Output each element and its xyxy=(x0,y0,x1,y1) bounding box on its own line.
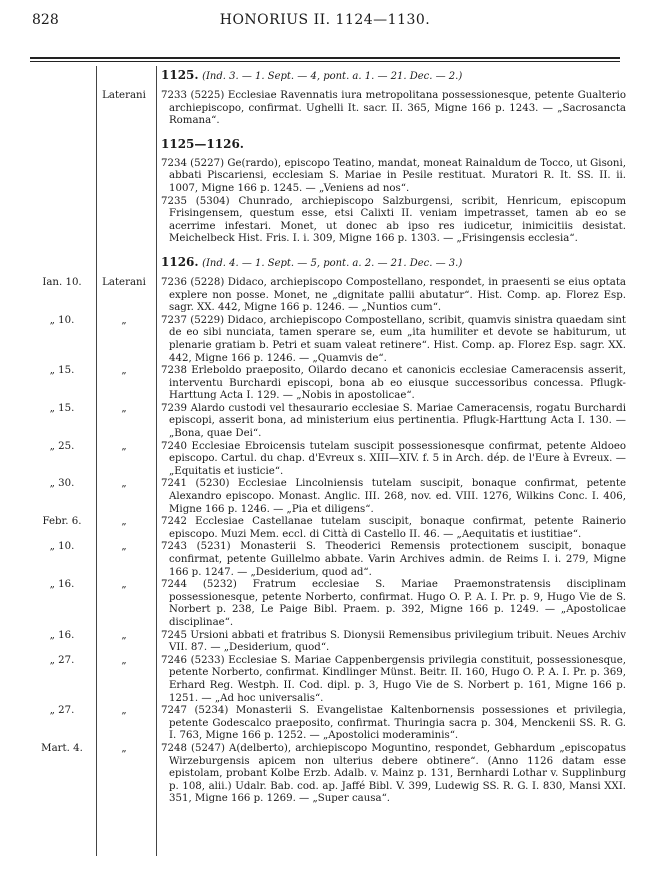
entry-date: „ 16. xyxy=(49,629,75,641)
entry-place xyxy=(94,196,154,246)
regest-entry xyxy=(30,579,626,629)
entry-place: „ xyxy=(121,314,127,326)
regest-entry xyxy=(30,478,626,516)
year-label: 1126. xyxy=(161,254,199,269)
entry-date: „ 25. xyxy=(49,440,75,452)
regest-entry xyxy=(30,315,626,365)
entry-date xyxy=(30,158,94,196)
entry-date: „ 16. xyxy=(49,579,75,591)
year-heading xyxy=(30,255,626,271)
year-heading xyxy=(30,137,626,152)
regesta-list xyxy=(30,68,626,806)
regest-entry xyxy=(30,277,626,315)
running-title: HONORIUS II. 1124—1130. xyxy=(219,12,431,28)
entry-text: 7246 (5233) Ecclesiae S. Mariae Cappenbergensis privilegia constituit, possessionesque, petente Norberto, confirmat. Kindlinger Münst. Beitr. II. 160, Hugo O. P. A. I. Pr. p. 369, Erhard Reg. Westph. II. Cod. dipl. p. 3, Hugo Vie de S. Norbert p. 161, Migne 166 p. 1251. — „Ad hoc universalis“. xyxy=(161,654,626,704)
entry-date: Mart. 4. xyxy=(41,742,83,754)
entry-place xyxy=(94,158,154,196)
entry-place: „ xyxy=(121,440,127,452)
entry-place: Laterani xyxy=(102,276,146,288)
entry-date: „ 27. xyxy=(49,654,75,666)
entry-text: 7244 (5232) Fratrum ecclesiae S. Mariae Praemonstratensis disciplinam possessionesque, petente Norberto, confirmat. Hugo O. P. A. I. Pr. p. 9, Hugo Vie de S. Norbert p. 238, Le Paige Bibl. Praem. p. 392, Migne 166 p. 1249. — „Apostolicae disciplinae“. xyxy=(161,579,626,628)
entry-date: „ 15. xyxy=(49,402,75,414)
year-label: 1125—1126. xyxy=(161,136,244,151)
entry-text: 7243 (5231) Monasterii S. Theoderici Remensis protectionem suscipit, bonaque confirmat, petente Guillelmo abbate. Varin Archives admin. de Reims I. i. 279, Migne 166 p. 1247. — „Desiderium, quod ad“. xyxy=(161,541,626,578)
regest-entry xyxy=(30,743,626,806)
regest-entry xyxy=(30,630,626,655)
entry-place: „ xyxy=(121,654,127,666)
entry-place: „ xyxy=(121,402,127,414)
entry-text: 7235 (5304) Chunrado, archiepiscopo Salzburgensi, scribit, Henricum, episcopum Frisingensem, questum esse, etsi Calixti II. veniam impetrasset, tamen ab eo se acerrime infestari. Monet, ut donec ab ipso res iudicetur, inimicitiis desistat. Meichelbeck Hist. Fris. I. i. 309, Migne 166 p. 1303. — „Frisingensis ecclesia“. xyxy=(161,195,626,245)
entry-date xyxy=(30,196,94,246)
entry-place: „ xyxy=(121,541,127,553)
entry-date: „ 27. xyxy=(49,705,75,717)
entry-date: „ 15. xyxy=(49,365,75,377)
regest-entry xyxy=(30,655,626,705)
indiction-note: (Ind. 4. — 1. Sept. — 5, pont. a. 2. — 21. Dec. — 3.) xyxy=(202,257,463,269)
entry-date: Febr. 6. xyxy=(42,516,82,528)
entry-text: 7238 Erleboldo praeposito, Oilardo decano et canonicis ecclesiae Cameracensis asserit, interventu Burchardi episcopi, bona ab eo eiusque successoribus concessa. Pflugk-Harttung Acta I. 129. — „Nobis in apostolicae“. xyxy=(161,365,626,402)
entry-text: 7233 (5225) Ecclesiae Ravennatis iura metropolitana possessionesque, petente Gualterio archiepiscopo, confirmat. Ughelli It. sacr. II. 365, Migne 166 p. 1243. — „Sacrosancta Romana“. xyxy=(161,90,626,127)
entry-place: „ xyxy=(121,478,127,490)
year-heading xyxy=(30,68,626,84)
entry-text: 7245 Ursioni abbati et fratribus S. Dionysii Remensibus privilegium tribuit. Neues Archiv VII. 87. — „Desiderium, quod“. xyxy=(161,629,626,654)
entry-text: 7242 Ecclesiae Castellanae tutelam suscipit, bonaque confirmat, petente Rainerio episcopo. Muzi Mem. eccl. di Città di Castello II. 46. — „Aequitatis et iustitiae“. xyxy=(161,516,626,540)
regest-entry xyxy=(30,516,626,541)
entry-place: „ xyxy=(121,579,127,591)
entry-text: 7239 Alardo custodi vel thesaurario ecclesiae S. Mariae Cameracensis, rogatu Burchardi episcopi, asserit bona, ad ministerium eius pertinentia. Pflugk-Harttung Acta I. 130. — „Bona, quae Dei“. xyxy=(161,402,626,440)
entry-text: 7247 (5234) Monasterii S. Evangelistae Kaltenbornensis possessiones et privilegia, petente Godescalco praeposito, confirmat. Thuringia sacra p. 304, Menckenii SS. R. G. I. 763, Migne 166 p. 1252. — „Apostolici moderaminis“. xyxy=(161,705,626,742)
entry-place: Laterani xyxy=(102,90,146,101)
page-number: 828 xyxy=(32,12,59,28)
entry-place: „ xyxy=(121,629,127,641)
entry-place: „ xyxy=(121,705,127,717)
entry-place: „ xyxy=(121,742,127,754)
entry-text: 7248 (5247) A(delberto), archiepiscopo Moguntino, respondet, Gebhardum „episcopatus Wirzeburgensis apicem non ulterius debere obtinere“. (Anno 1126 datam esse epistolam, probant Kolbe Erzb. Adalb. v. Mainz p. 131, Bernhardi Lothar v. Supplinburg p. 108, alii.) Udalr. Bab. cod. ap. Jaffé Bibl. V. 399, Ludewig SS. R. G. I. 830, Mansi XXI. 351, Migne 166 p. 1269. — „Super causa“. xyxy=(161,742,626,805)
entry-text: 7234 (5227) Ge(rardo), episcopo Teatino, mandat, moneat Rainaldum de Tocco, ut Gisoni, abbati Piscariensi, ecclesiam S. Mariae in Pesile restituat. Muratori R. It. SS. II. ii. 1007, Migne 166 p. 1245. — „Veniens ad nos“. xyxy=(161,157,626,194)
page-header xyxy=(30,8,620,32)
indiction-note: (Ind. 3. — 1. Sept. — 4, pont. a. 1. — 21. Dec. — 2.) xyxy=(202,71,463,82)
entry-date: „ 10. xyxy=(49,314,75,326)
entry-text: 7237 (5229) Didaco, archiepiscopo Compostellano, scribit, quamvis sinistra quaedam sint de eo sibi nunciata, tamen sperare se, eum „ita humiliter et devote se habiturum, ut plenarie gratiam b. Petri et suam valeat retinere“. Hist. Comp. ap. Florez Esp. sagr. XX. 442, Migne 166 p. 1246. — „Quamvis de“. xyxy=(161,314,626,364)
entry-text: 7241 (5230) Ecclesiae Lincolniensis tutelam suscipit, bonaque confirmat, petente Alexandro episcopo. Monast. Anglic. III. 268, nov. ed. VIII. 1276, Wilkins Conc. I. 406, Migne 166 p. 1246. — „Pia et diligens“. xyxy=(161,478,626,515)
regest-entry xyxy=(30,403,626,441)
regest-entry xyxy=(30,365,626,403)
regest-entry xyxy=(30,541,626,579)
regest-entry xyxy=(30,441,626,479)
entry-date: Ian. 10. xyxy=(42,276,82,288)
regest-entry xyxy=(30,158,626,196)
entry-date xyxy=(30,90,94,128)
regest-entry xyxy=(30,705,626,743)
regest-entry xyxy=(30,196,626,246)
entry-place: „ xyxy=(121,516,127,528)
entry-text: 7240 Ecclesiae Ebroicensis tutelam suscipit possessionesque confirmat, petente Aldoeo episcopo. Cartul. du chap. d'Evreux s. XIII—XIV. f. 5 in Arch. dép. de l'Eure à Evreux. — „Equitatis et iusticie“. xyxy=(161,440,626,477)
header-rule-thick xyxy=(30,57,620,59)
entry-date: „ 30. xyxy=(49,478,75,490)
regest-entry xyxy=(30,90,626,128)
entry-text: 7236 (5228) Didaco, archiepiscopo Compostellano, respondet, in praesenti se eius optata explere non posse. Monet, ne „dignitate pallii abutatur“. Hist. Comp. ap. Florez Esp. sagr. XX. 442, Migne 166 p. 1246. — „Nuntios cum“. xyxy=(161,276,626,314)
entry-place: „ xyxy=(121,365,127,377)
entry-date: „ 10. xyxy=(49,541,75,553)
header-rule-thin xyxy=(30,61,620,62)
year-label: 1125. xyxy=(161,68,199,82)
